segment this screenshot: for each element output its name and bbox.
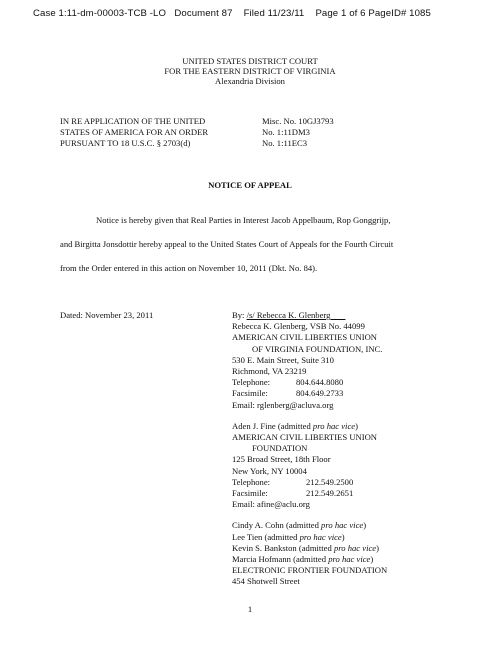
- telephone: Telephone: 804.644.8080: [232, 377, 344, 388]
- page-number: 1: [247, 604, 253, 614]
- caption-line: IN RE APPLICATION OF THE UNITED: [60, 116, 206, 126]
- email: Email: afine@aclu.org: [232, 499, 310, 510]
- page-info: Page 1 of 6 PageID# 1085: [315, 8, 431, 19]
- court-line-2: FOR THE EASTERN DISTRICT OF VIRGINIA: [164, 66, 336, 76]
- email: Email: rglenberg@acluva.org: [232, 399, 334, 410]
- docket-numbers: [262, 116, 392, 149]
- case-number: Case 1:11-dm-00003-TCB -LO: [33, 8, 167, 19]
- attorney-name: Lee Tien (admitted pro hac vice): [232, 531, 345, 542]
- signature-block: [232, 310, 462, 588]
- notice-body: [60, 208, 444, 280]
- body-line: Notice is hereby given that Real Parties in Interest Jacob Appelbaum, Rop Gonggrijp,: [96, 215, 391, 225]
- e-signature: /s/ Rebecca K. Glenberg: [246, 310, 331, 320]
- document-number: Document 87: [174, 8, 233, 19]
- body-line: from the Order entered in this action on November 10, 2011 (Dkt. No. 84).: [60, 263, 318, 273]
- body-line: and Birgitta Jonsdottir hereby appeal to the United States Court of Appeals for the Fourth Circuit: [60, 239, 394, 249]
- court-heading: [0, 56, 500, 86]
- dated-line: Dated: November 23, 2011: [60, 310, 154, 320]
- organization-cont: FOUNDATION: [252, 443, 308, 454]
- address-line: Richmond, VA 23219: [232, 366, 307, 377]
- attorney-name: Cindy A. Cohn (admitted pro hac vice): [232, 520, 367, 531]
- attorney-name: Rebecca K. Glenberg, VSB No. 44099: [232, 321, 365, 332]
- ecf-header: [33, 8, 473, 19]
- facsimile: Facsimile: 212.549.2651: [232, 488, 354, 499]
- docket-number: Misc. No. 10GJ3793: [262, 116, 334, 126]
- case-caption: [60, 116, 260, 149]
- organization: AMERICAN CIVIL LIBERTIES UNION: [232, 332, 378, 343]
- telephone: Telephone: 212.549.2500: [232, 476, 354, 487]
- docket-number: No. 1:11EC3: [262, 138, 308, 148]
- caption-line: STATES OF AMERICA FOR AN ORDER: [60, 127, 209, 137]
- court-line-3: Alexandria Division: [215, 76, 285, 86]
- organization-cont: OF VIRGINIA FOUNDATION, INC.: [252, 343, 383, 354]
- address-line: New York, NY 10004: [232, 465, 307, 476]
- document-title: NOTICE OF APPEAL: [208, 180, 292, 190]
- attorney-name: Marcia Hofmann (admitted pro hac vice): [232, 554, 374, 565]
- filed-date: Filed 11/23/11: [243, 8, 305, 19]
- court-line-1: UNITED STATES DISTRICT COURT: [182, 56, 318, 66]
- address-line: 454 Shotwell Street: [232, 576, 300, 587]
- facsimile: Facsimile: 804.649.2733: [232, 388, 344, 399]
- caption-line: PURSUANT TO 18 U.S.C. § 2703(d): [60, 138, 191, 148]
- address-line: 530 E. Main Street, Suite 310: [232, 354, 334, 365]
- signature-line: By: /s/ Rebecca K. Glenberg: [232, 310, 331, 320]
- attorney-name: Kevin S. Bankston (admitted pro hac vice): [232, 542, 379, 553]
- organization: AMERICAN CIVIL LIBERTIES UNION: [232, 432, 378, 443]
- docket-number: No. 1:11DM3: [262, 127, 310, 137]
- attorney-name: Aden J. Fine (admitted pro hac vice): [232, 420, 358, 431]
- organization: ELECTRONIC FRONTIER FOUNDATION: [232, 565, 388, 576]
- address-line: 125 Broad Street, 18th Floor: [232, 454, 331, 465]
